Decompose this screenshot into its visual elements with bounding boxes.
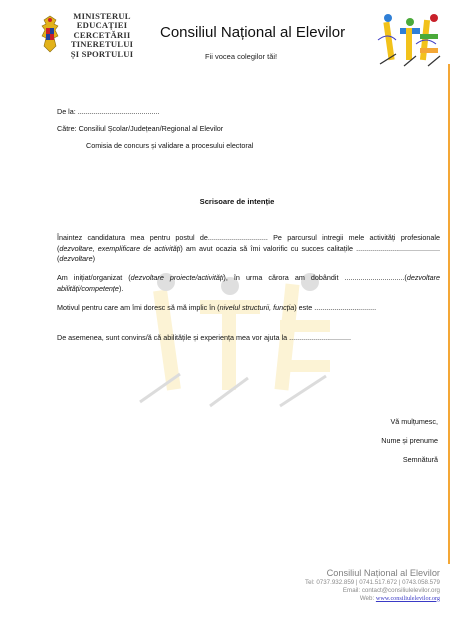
letter-title: Scrisoare de intenție	[199, 197, 275, 206]
ministry-line: CERCETĂRII	[73, 29, 131, 40]
organization-motto: Fii vocea colegilor tăi!	[205, 52, 278, 61]
footer-org-name: Consiliul Național al Elevilor	[326, 568, 440, 578]
footer-email[interactable]: Email: contact@consiliulelevilor.org	[342, 586, 440, 594]
footer-phone: Tel: 0737.932.859 | 0741.517.672 | 0743.058.579	[305, 579, 440, 586]
cne-logo-icon	[376, 10, 444, 70]
paragraph-text: Înaintez candidatura mea pentru postul de.............................. Pe parcursul intregii mele activități profesionale (	[57, 233, 440, 253]
sender-line: De la: .........................................	[57, 107, 160, 116]
committee-line: Comisia de concurs și validare a procesului electoral	[86, 141, 254, 150]
paragraph-emphasis: dezvoltare, exemplificare de activități	[59, 243, 181, 253]
footer-web	[305, 595, 440, 603]
accent-margin-line	[448, 64, 450, 564]
romanian-crest-icon	[38, 14, 62, 56]
ministry-logo	[38, 12, 138, 62]
footer-web-link[interactable]: www.consiliulelevilor.org	[375, 594, 440, 602]
paragraph-text: ) am avut ocazia să îmi valorific cu succes calitațile ..........................................(	[57, 243, 440, 263]
recipient-line: Către: Consiliul Școlar/Județean/Regional al Elevilor	[57, 124, 224, 133]
paragraph-text: )	[92, 254, 95, 263]
paragraph-emphasis: dezvoltare abilități/competențe	[57, 273, 440, 293]
paragraph-candidacy	[57, 233, 440, 265]
paragraph-text: Motivul pentru care am îmi doresc să mă implic în (	[57, 303, 220, 312]
paragraph-emphasis: nivelul structurii, funcția	[219, 303, 295, 312]
ministry-line: MINISTERUL	[73, 11, 131, 21]
paragraph-text: Am inițiat/organizat (	[57, 273, 131, 282]
ministry-line: ȘI SPORTULUI	[70, 48, 134, 59]
ministry-name	[65, 12, 139, 59]
paragraph-emphasis: dezvoltare proiecte/activități	[130, 273, 224, 282]
paragraph-text: ).	[118, 283, 124, 293]
paragraph-motivation	[57, 303, 440, 314]
footer-web-label: Web:	[359, 594, 376, 602]
organization-title: Consiliul Național al Elevilor	[160, 24, 346, 41]
paragraph-emphasis: dezvoltare	[59, 254, 93, 263]
paragraph-text: ), în urma cărora am dobândit ..............................(	[223, 273, 407, 282]
name-line: Nume și prenume	[381, 436, 438, 445]
ministry-line: EDUCAȚIEI	[76, 20, 128, 31]
paragraph-projects	[57, 273, 440, 294]
footer-contact	[305, 568, 440, 602]
letterhead	[0, 0, 474, 90]
ministry-line: TINERETULUI	[70, 39, 134, 50]
paragraph-abilities: De asemenea, sunt convins/ă că abilitățile și experiența mea vor ajuta la ...............................	[57, 333, 352, 342]
signature-line: Semnătură	[402, 455, 438, 464]
closing-thanks: Vă mulțumesc,	[390, 417, 438, 426]
paragraph-text: ) este ...............................	[294, 303, 377, 312]
